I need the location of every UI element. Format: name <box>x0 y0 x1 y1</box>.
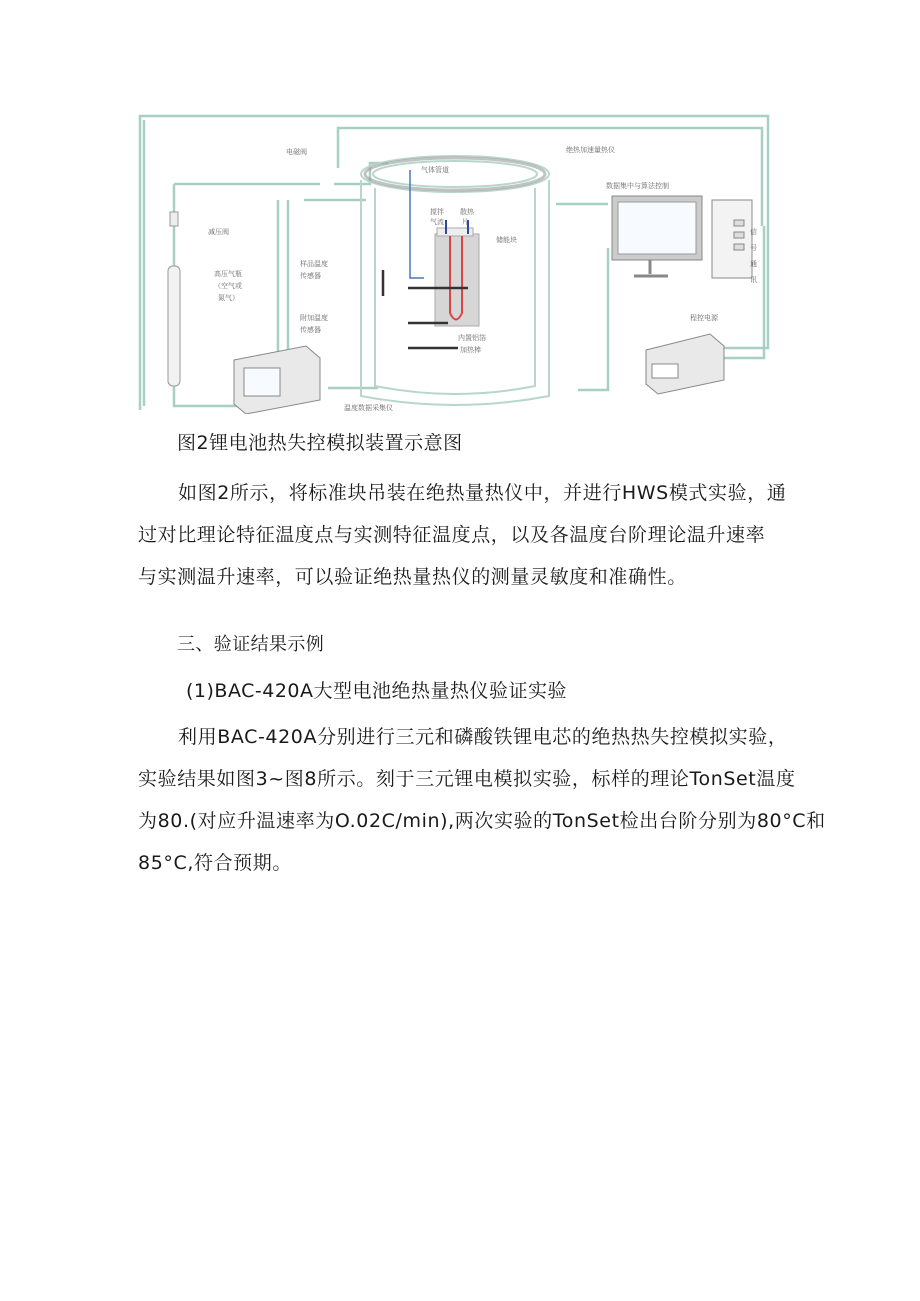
label-cylinder-2: （空气或 <box>214 282 242 290</box>
label-gas-pipe: 气体管道 <box>421 166 449 174</box>
label-calorimeter: 绝热加速量热仪 <box>566 146 615 154</box>
paragraph-1-line: 与实测温升速率，可以验证绝热量热仪的测量灵敏度和准确性。 <box>138 566 687 588</box>
label-data-center: 数据集中与算法控制 <box>606 182 669 190</box>
label-temp-logger: 温度数据采集仪 <box>344 404 393 412</box>
label-stir2: 气流 <box>430 218 444 226</box>
paragraph-2-line: 85°C,符合预期。 <box>138 852 292 874</box>
paragraph-2-line: 为80.(对应升温速率为O.02C∕min),两次实验的TonSet检出台阶分别为80°C和 <box>138 810 826 832</box>
label-signal-1: 信 <box>750 228 757 236</box>
label-cylinder-3: 氮气） <box>218 294 239 302</box>
label-heat: 散热 <box>460 208 474 216</box>
label-program-power: 程控电源 <box>690 314 718 322</box>
section-heading: 三、验证结果示例 <box>177 634 325 655</box>
label-inner-heater-1: 内置铝箔 <box>458 334 486 342</box>
paragraph-1 <box>138 472 798 598</box>
label-cylinder-1: 高压气瓶 <box>214 270 242 278</box>
paragraph-2 <box>138 716 826 884</box>
label-cell: 储能块 <box>496 236 517 244</box>
figure-caption: 图2锂电池热失控模拟装置示意图 <box>177 432 463 454</box>
paragraph-2-line: 实验结果如图3~图8所示。刻于三元锂电模拟实验，标样的理论TonSet温度 <box>138 768 796 790</box>
apparatus-schematic <box>138 108 776 414</box>
label-signal-2: 号 <box>750 244 757 252</box>
paragraph-2-line: 利用BAC-420A分别进行三元和磷酸铁锂电芯的绝热热失控模拟实验， <box>178 726 788 748</box>
sub-heading: (1)BAC-420A大型电池绝热量热仪验证实验 <box>186 680 567 702</box>
label-signal-4: 讯 <box>750 276 757 284</box>
label-sample-sensor-2: 传感器 <box>300 272 321 280</box>
label-signal-3: 通 <box>750 260 757 268</box>
label-heat2: 片 <box>462 218 469 226</box>
paragraph-1-line: 如图2所示，将标准块吊装在绝热量热仪中，并进行HWS模式实验，通 <box>178 482 787 504</box>
label-stir: 搅拌 <box>430 208 444 216</box>
paragraph-1-line: 过对比理论特征温度点与实测特征温度点，以及各温度台阶理论温升速率 <box>138 524 766 546</box>
label-inner-heater-2: 加热棒 <box>460 346 481 354</box>
label-heater-sensor-1: 附加温度 <box>300 314 328 322</box>
label-heater-sensor-2: 传感器 <box>300 326 321 334</box>
label-sample-sensor-1: 样品温度 <box>300 260 328 268</box>
label-pressure-valve: 减压阀 <box>208 228 229 236</box>
label-solenoid: 电磁阀 <box>286 148 307 156</box>
apparatus-diagram <box>138 108 776 414</box>
